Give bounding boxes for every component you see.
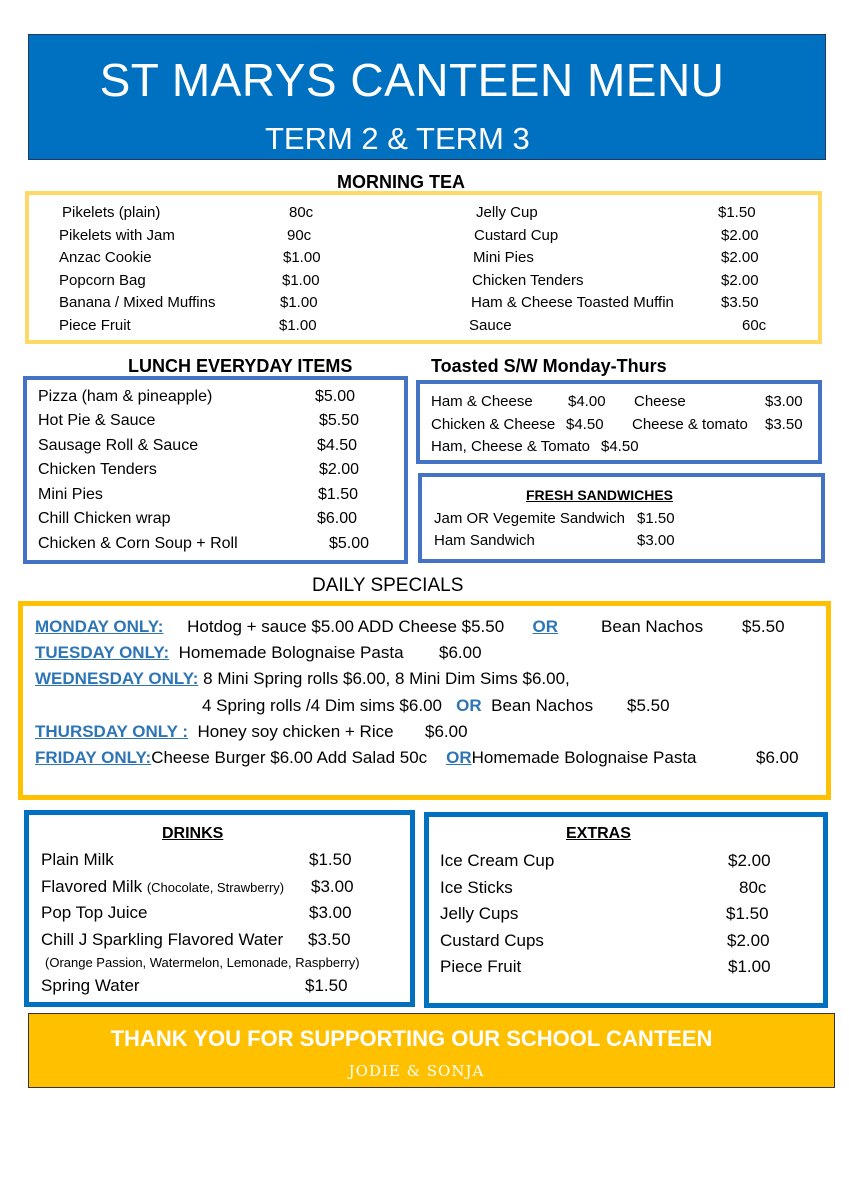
morning-tea-title: MORNING TEA bbox=[337, 172, 465, 192]
list-item: Ice Sticks bbox=[440, 878, 513, 897]
drink-note: (Chocolate, Strawberry) bbox=[146, 880, 285, 895]
special-wednesday bbox=[35, 669, 570, 689]
special-alt: Homemade Bolognaise Pasta bbox=[471, 748, 697, 767]
special-thursday bbox=[35, 722, 394, 742]
item-price: $1.50 bbox=[309, 850, 352, 869]
item-price: $5.50 bbox=[319, 412, 360, 429]
or-label: OR bbox=[532, 617, 559, 636]
special-text: 8 Mini Spring rolls $6.00, 8 Mini Dim Sims $6.00, bbox=[203, 669, 570, 688]
list-item: Cheese bbox=[634, 393, 686, 410]
flavours-note: (Orange Passion, Watermelon, Lemonade, Raspberry) bbox=[45, 955, 360, 970]
thank-you-banner bbox=[28, 1013, 835, 1088]
item-price: $2.00 bbox=[721, 227, 759, 244]
list-item: Hot Pie & Sauce bbox=[38, 412, 156, 429]
special-text: Homemade Bolognaise Pasta bbox=[178, 643, 404, 662]
list-item: Custard Cup bbox=[474, 227, 559, 244]
list-item: Mini Pies bbox=[473, 249, 534, 266]
special-text: 4 Spring rolls /4 Dim sims $6.00 bbox=[202, 696, 442, 715]
drinks-title: DRINKS bbox=[162, 825, 224, 842]
item-price: $2.00 bbox=[721, 249, 759, 266]
item-price: $6.00 bbox=[317, 510, 358, 527]
extras-title: EXTRAS bbox=[566, 825, 631, 842]
list-item: Pikelets with Jam bbox=[59, 227, 175, 244]
list-item: Pikelets (plain) bbox=[62, 204, 161, 221]
item-price: $3.00 bbox=[637, 532, 675, 549]
list-item: Pop Top Juice bbox=[41, 903, 148, 922]
menu-subtitle: TERM 2 & TERM 3 bbox=[265, 121, 530, 156]
list-item: Chill J Sparkling Flavored Water bbox=[41, 930, 284, 949]
special-friday bbox=[35, 748, 697, 768]
item-price: $3.00 bbox=[309, 903, 352, 922]
daily-specials-title: DAILY SPECIALS bbox=[312, 575, 464, 596]
special-wednesday-alt-price: $5.50 bbox=[627, 696, 670, 715]
list-item: Banana / Mixed Muffins bbox=[59, 294, 216, 311]
item-price: $3.50 bbox=[765, 416, 803, 433]
list-item: Chill Chicken wrap bbox=[38, 510, 171, 527]
item-price: $1.50 bbox=[718, 204, 756, 221]
list-item: Ice Cream Cup bbox=[440, 851, 555, 870]
item-price: 90c bbox=[287, 227, 312, 244]
item-price: $1.00 bbox=[282, 272, 320, 289]
item-price: $5.00 bbox=[315, 388, 356, 405]
list-item: Jelly Cup bbox=[476, 204, 538, 221]
day-label: WEDNESDAY ONLY: bbox=[35, 669, 199, 688]
list-item: Mini Pies bbox=[38, 486, 103, 503]
menu-title: ST MARYS CANTEEN MENU bbox=[99, 54, 725, 106]
toasted-title: Toasted S/W Monday-Thurs bbox=[431, 356, 667, 376]
day-label: FRIDAY ONLY: bbox=[35, 748, 152, 767]
special-text: Hotdog + sauce $5.00 ADD Cheese $5.50 bbox=[187, 617, 505, 636]
special-alt: Bean Nachos bbox=[491, 696, 594, 715]
menu-header bbox=[28, 34, 826, 160]
list-item: Popcorn Bag bbox=[59, 272, 146, 289]
item-price: $4.00 bbox=[568, 393, 606, 410]
staff-names: JODIE & SONJA bbox=[348, 1062, 485, 1080]
item-price: $1.00 bbox=[279, 317, 317, 334]
item-price: $1.00 bbox=[283, 249, 321, 266]
special-monday-alt: Bean Nachos bbox=[601, 617, 704, 636]
day-label: MONDAY ONLY: bbox=[35, 617, 164, 636]
item-price: $1.50 bbox=[637, 510, 675, 527]
item-price: $1.00 bbox=[280, 294, 318, 311]
list-item: Ham & Cheese Toasted Muffin bbox=[471, 294, 674, 311]
list-item bbox=[41, 877, 284, 897]
special-friday-alt-price: $6.00 bbox=[756, 748, 799, 767]
special-wednesday-line2 bbox=[202, 696, 593, 716]
list-item: Spring Water bbox=[41, 976, 140, 995]
item-price: $2.00 bbox=[727, 931, 770, 950]
list-item: Plain Milk bbox=[41, 850, 114, 869]
list-item: Anzac Cookie bbox=[59, 249, 152, 266]
item-price: $4.50 bbox=[566, 416, 604, 433]
item-price: 80c bbox=[289, 204, 314, 221]
item-price: $1.00 bbox=[728, 957, 771, 976]
list-item: Custard Cups bbox=[440, 931, 544, 950]
special-text: Cheese Burger $6.00 Add Salad 50c bbox=[151, 748, 428, 767]
special-tuesday bbox=[35, 643, 404, 663]
item-price: $2.00 bbox=[721, 272, 759, 289]
item-price: $2.00 bbox=[319, 461, 360, 478]
thank-you-text: THANK YOU FOR SUPPORTING OUR SCHOOL CANTEEN bbox=[110, 1026, 713, 1051]
item-price: $3.50 bbox=[308, 930, 351, 949]
fresh-sandwiches-title: FRESH SANDWICHES bbox=[526, 487, 674, 503]
list-item: Sauce bbox=[469, 317, 512, 334]
list-item: Jam OR Vegemite Sandwich bbox=[434, 510, 625, 527]
special-monday-alt-price: $5.50 bbox=[742, 617, 785, 636]
item-price: $3.00 bbox=[311, 877, 354, 896]
item-price: $4.50 bbox=[317, 437, 358, 454]
day-label: TUESDAY ONLY: bbox=[35, 643, 170, 662]
item-price: $1.50 bbox=[726, 904, 769, 923]
item-price: 80c bbox=[739, 878, 767, 897]
day-label: THURSDAY ONLY : bbox=[35, 722, 189, 741]
or-label: OR bbox=[456, 696, 482, 715]
list-item: Sausage Roll & Sauce bbox=[38, 437, 199, 454]
list-item: Ham Sandwich bbox=[434, 532, 535, 549]
special-tuesday-price: $6.00 bbox=[439, 643, 482, 662]
special-monday bbox=[35, 617, 558, 637]
item-price: $3.50 bbox=[721, 294, 759, 311]
item-price: 60c bbox=[742, 317, 767, 334]
list-item: Ham & Cheese bbox=[431, 393, 533, 410]
special-text: Honey soy chicken + Rice bbox=[197, 722, 394, 741]
drink-name: Flavored Milk bbox=[41, 877, 143, 896]
item-price: $4.50 bbox=[601, 438, 639, 455]
item-price: $1.50 bbox=[305, 976, 348, 995]
special-thursday-price: $6.00 bbox=[425, 722, 468, 741]
item-price: $3.00 bbox=[765, 393, 803, 410]
item-price: $1.50 bbox=[318, 486, 359, 503]
list-item: Chicken & Corn Soup + Roll bbox=[38, 535, 238, 552]
list-item: Piece Fruit bbox=[59, 317, 131, 334]
list-item: Chicken Tenders bbox=[472, 272, 584, 289]
list-item: Jelly Cups bbox=[440, 904, 519, 923]
list-item: Pizza (ham & pineapple) bbox=[38, 388, 213, 405]
list-item: Cheese & tomato bbox=[632, 416, 748, 433]
item-price: $5.00 bbox=[329, 535, 370, 552]
list-item: Chicken Tenders bbox=[38, 461, 157, 478]
item-price: $2.00 bbox=[728, 851, 771, 870]
list-item: Ham, Cheese & Tomato bbox=[431, 438, 590, 455]
or-label: OR bbox=[446, 748, 472, 767]
list-item: Chicken & Cheese bbox=[431, 416, 556, 433]
lunch-title: LUNCH EVERYDAY ITEMS bbox=[128, 356, 353, 376]
list-item: Piece Fruit bbox=[440, 957, 522, 976]
